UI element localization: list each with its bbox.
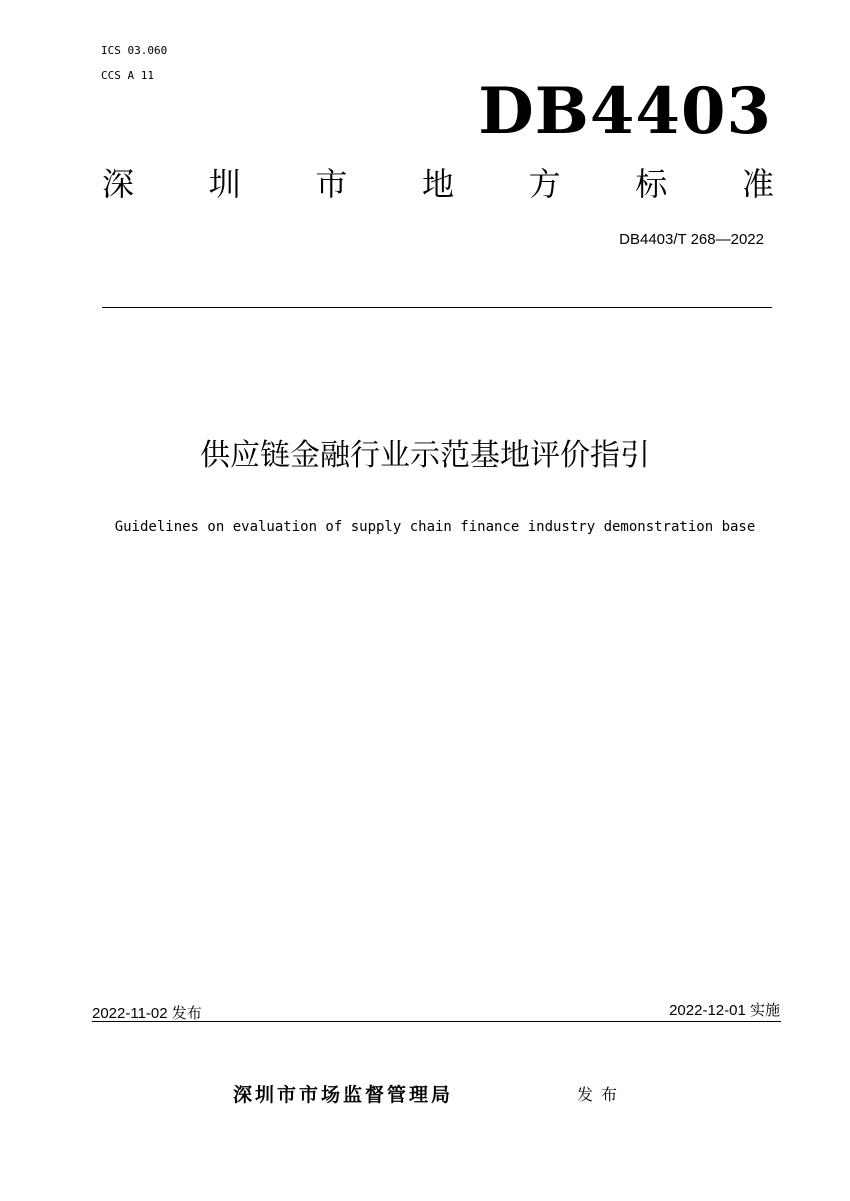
standard-type-char: 标 bbox=[635, 165, 668, 203]
standard-type-char: 地 bbox=[421, 165, 454, 203]
standard-number: DB4403/T 268—2022 bbox=[619, 231, 764, 248]
document-title-english: Guidelines on evaluation of supply chain finance industry demonstration base bbox=[114, 519, 756, 535]
standard-type-char: 圳 bbox=[208, 165, 241, 203]
ics-code: ICS 03.060 bbox=[101, 44, 168, 57]
standard-code: DB4403 bbox=[478, 74, 772, 149]
standard-type-heading bbox=[102, 162, 774, 206]
document-title-chinese: 供应链金融行业示范基地评价指引 bbox=[200, 438, 650, 473]
implementation-date: 2022-12-01 实施 bbox=[669, 1002, 780, 1019]
standard-type-char: 方 bbox=[528, 165, 561, 203]
ccs-code: CCS A 11 bbox=[101, 69, 154, 82]
standard-type-char: 准 bbox=[741, 165, 774, 203]
header-divider bbox=[102, 307, 772, 308]
publisher-name: 深圳市市场监督管理局 bbox=[233, 1084, 454, 1106]
standard-type-char: 深 bbox=[102, 165, 135, 203]
date-divider bbox=[92, 1021, 781, 1022]
standard-type-char: 市 bbox=[315, 165, 348, 203]
issue-date: 2022-11-02 发布 bbox=[92, 1005, 202, 1022]
publish-label: 发布 bbox=[577, 1085, 626, 1104]
